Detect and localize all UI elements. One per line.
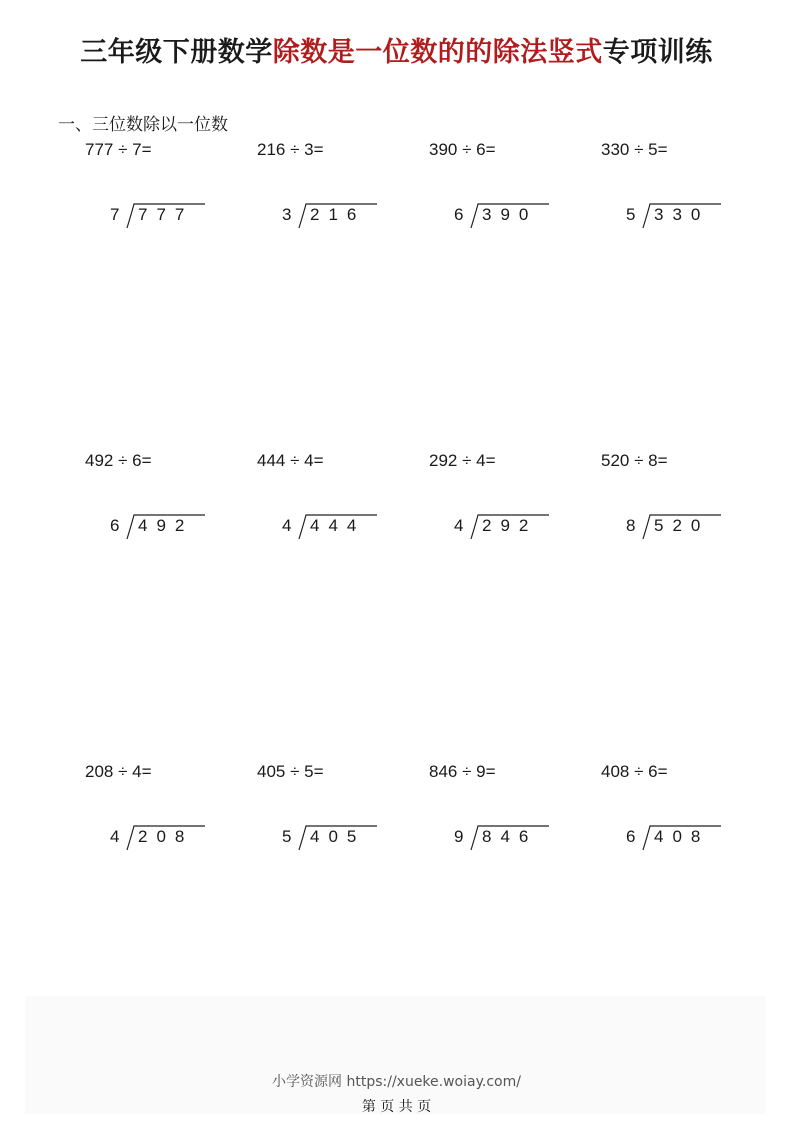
divisor: 7	[110, 205, 120, 224]
dividend: 208	[138, 827, 194, 846]
dividend: 390	[482, 205, 538, 224]
division-problem	[601, 762, 771, 882]
divisor: 9	[454, 827, 464, 846]
long-division	[626, 203, 721, 231]
divisor: 6	[454, 205, 464, 224]
long-division	[454, 514, 549, 542]
dividend: 777	[138, 205, 194, 224]
problem-expression: 292 ÷ 4=	[429, 451, 496, 470]
division-problem	[429, 140, 599, 260]
long-division	[282, 825, 377, 853]
divisor: 3	[282, 205, 292, 224]
problem-expression: 405 ÷ 5=	[257, 762, 324, 781]
division-problem	[429, 451, 599, 571]
division-problem	[257, 762, 427, 882]
division-problem	[601, 451, 771, 571]
problem-expression: 390 ÷ 6=	[429, 140, 496, 159]
long-division	[282, 203, 377, 231]
problem-expression: 216 ÷ 3=	[257, 140, 324, 159]
dividend: 492	[138, 516, 194, 535]
title-highlight: 除数是一位数的的除法竖式	[272, 37, 603, 68]
title-part1: 三年级下册数学	[80, 37, 273, 68]
divisor: 4	[454, 516, 464, 535]
divisor: 6	[110, 516, 120, 535]
divisor: 5	[626, 205, 636, 224]
divisor: 6	[626, 827, 636, 846]
division-problem	[429, 762, 599, 882]
dividend: 405	[310, 827, 366, 846]
division-problem	[257, 451, 427, 571]
divisor: 8	[626, 516, 636, 535]
dividend: 520	[654, 516, 710, 535]
problem-expression: 492 ÷ 6=	[85, 451, 152, 470]
problem-expression: 846 ÷ 9=	[429, 762, 496, 781]
long-division	[110, 514, 205, 542]
division-problem	[257, 140, 427, 260]
long-division	[110, 825, 205, 853]
long-division	[626, 514, 721, 542]
division-problem	[85, 762, 255, 882]
section-heading: 一、三位数除以一位数	[58, 115, 228, 135]
long-division	[110, 203, 205, 231]
divisor: 5	[282, 827, 292, 846]
division-problem	[85, 451, 255, 571]
title-part2: 专项训练	[602, 37, 713, 68]
problem-expression: 444 ÷ 4=	[257, 451, 324, 470]
problem-expression: 777 ÷ 7=	[85, 140, 152, 159]
problem-expression: 330 ÷ 5=	[601, 140, 668, 159]
long-division	[454, 825, 549, 853]
problem-expression: 408 ÷ 6=	[601, 762, 668, 781]
footer-site: 小学资源网 https://xueke.woiay.com/	[272, 1074, 521, 1090]
footer-page-number: 第 页 共 页	[361, 1099, 432, 1115]
dividend: 408	[654, 827, 710, 846]
problem-expression: 520 ÷ 8=	[601, 451, 668, 470]
dividend: 216	[310, 205, 366, 224]
problem-expression: 208 ÷ 4=	[85, 762, 152, 781]
division-problem	[85, 140, 255, 260]
long-division	[626, 825, 721, 853]
dividend: 292	[482, 516, 538, 535]
divisor: 4	[110, 827, 120, 846]
long-division	[454, 203, 549, 231]
long-division	[282, 514, 377, 542]
dividend: 846	[482, 827, 538, 846]
dividend: 444	[310, 516, 366, 535]
dividend: 330	[654, 205, 710, 224]
division-problem	[601, 140, 771, 260]
divisor: 4	[282, 516, 292, 535]
